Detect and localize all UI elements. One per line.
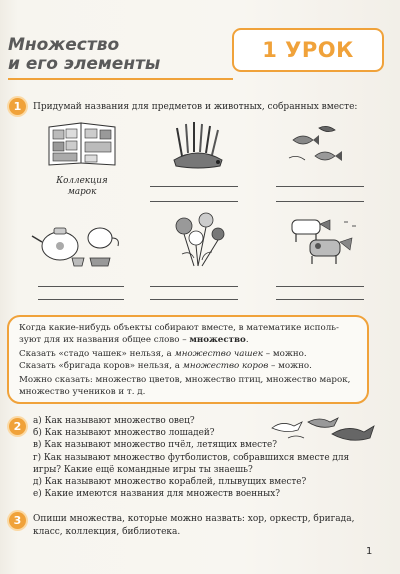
task-2-number: 2	[9, 418, 26, 435]
question: в) Как называют множество пчёл, летящих вместе?	[33, 440, 278, 450]
example-phrase: множество коров	[182, 360, 269, 371]
definition-line-4	[19, 361, 364, 373]
task-3-number: 3	[9, 512, 26, 529]
definition-line-1: Когда какие-нибудь объекты собирают вместе, в математике исполь-	[19, 323, 339, 333]
caption-line-1: Коллекция	[56, 176, 108, 186]
question: а) Как называют множество овец?	[33, 416, 195, 426]
cows-illustration	[282, 212, 362, 268]
flowers-illustration	[168, 210, 232, 270]
pencils-hedgehog-illustration	[168, 120, 228, 172]
answer-line	[276, 286, 364, 287]
definition-text: Сказать «стадо чашек» нельзя, а	[19, 349, 175, 360]
definition-line-6: множество учеников и т. д.	[19, 386, 146, 397]
task-1-prompt: Придумай названия для предметов и животных, собранных вместе:	[33, 102, 358, 112]
title-line-2: и его элементы	[8, 54, 161, 74]
definition-text: – можно.	[262, 349, 307, 360]
term-set: множество	[189, 334, 246, 345]
task-3-line-1: Опиши множества, которые можно назвать: хор, оркестр, бригада,	[33, 514, 355, 524]
stamp-album-illustration	[45, 117, 119, 169]
answer-line	[276, 299, 364, 300]
question: е) Какие имеются названия для множеств военных?	[33, 489, 280, 499]
task-3-line-2: класс, коллекция, библиотека.	[33, 527, 181, 537]
definition-text: – можно.	[268, 360, 312, 371]
answer-line	[276, 186, 364, 187]
caption-line-2: марок	[67, 187, 97, 197]
answer-line	[150, 186, 238, 187]
definition-line-2	[19, 335, 364, 347]
definition-text: Сказать «бригада коров» нельзя, а	[19, 360, 183, 371]
lesson-label: 1 УРОК	[262, 38, 354, 62]
answer-line	[150, 299, 238, 300]
answer-line	[276, 201, 364, 202]
fish-illustration	[285, 120, 349, 172]
title-line-1: Множество	[8, 35, 120, 55]
definition-box	[7, 315, 369, 404]
answer-line	[150, 286, 238, 287]
definition-text: .	[245, 334, 249, 345]
question: игры? Какие ещё командные игры ты знаешь?	[33, 465, 253, 475]
question: г) Как называют множество футболистов, собравшихся вместе для	[33, 453, 350, 463]
title-underline	[8, 78, 233, 80]
answer-line	[38, 286, 124, 287]
page-number: 1	[366, 546, 373, 557]
lesson-badge	[232, 28, 384, 72]
example-phrase: множество чашек	[174, 349, 263, 360]
teapots-cups-illustration	[30, 212, 130, 268]
answer-line	[38, 299, 124, 300]
flying-birds-illustration	[268, 412, 378, 446]
definition-text: зуют для их названия общее слово –	[19, 334, 190, 345]
question: д) Как называют множество кораблей, плывущих вместе?	[33, 477, 307, 487]
lesson-title	[8, 36, 160, 74]
definition-line-3	[19, 349, 364, 361]
question: б) Как называют множество лошадей?	[33, 428, 215, 438]
definition-line-5: Можно сказать: множество цветов, множество птиц, множество марок,	[19, 375, 351, 386]
picture-1-caption	[45, 176, 119, 198]
task-1-number: 1	[9, 98, 26, 115]
answer-line	[150, 201, 238, 202]
